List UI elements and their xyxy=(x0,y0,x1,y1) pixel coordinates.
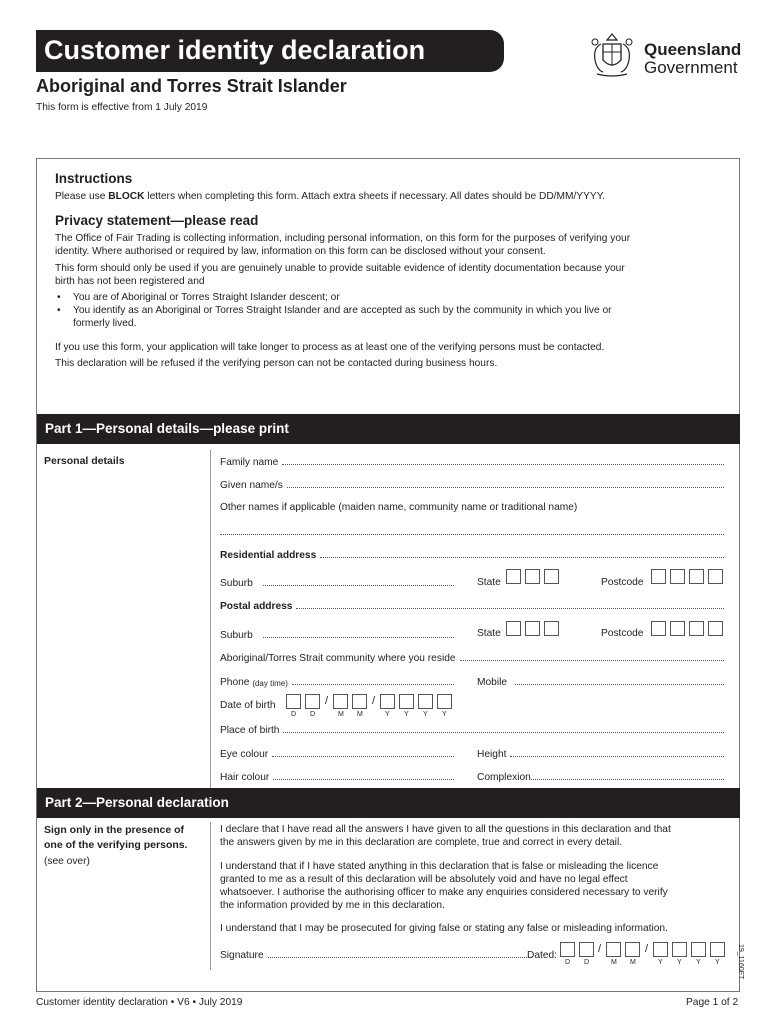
dated-y-label: Y xyxy=(677,959,682,966)
dob-year-box[interactable] xyxy=(399,694,414,709)
dob-month-box[interactable] xyxy=(333,694,348,709)
privacy-heading: Privacy statement—please read xyxy=(55,213,259,228)
dated-m-label: M xyxy=(611,959,617,966)
height-field[interactable]: Height xyxy=(477,746,726,760)
residential-state-box[interactable] xyxy=(506,569,521,584)
dated-month-box[interactable] xyxy=(625,942,640,957)
given-names-field[interactable]: Given name/s xyxy=(220,477,726,491)
dob-m-label: M xyxy=(357,711,363,718)
privacy-para2-line2: birth has not been registered and xyxy=(55,276,205,287)
dob-month-box[interactable] xyxy=(352,694,367,709)
residential-postcode-box[interactable] xyxy=(689,569,704,584)
residential-state-box[interactable] xyxy=(544,569,559,584)
effective-date: This form is effective from 1 July 2019 xyxy=(36,102,208,113)
community-field[interactable]: Aboriginal/Torres Strait community where you reside xyxy=(220,650,726,664)
dob-year-box[interactable] xyxy=(380,694,395,709)
dated-y-label: Y xyxy=(658,959,663,966)
postal-postcode-box[interactable] xyxy=(670,621,685,636)
postal-state-box[interactable] xyxy=(544,621,559,636)
residential-postcode-box[interactable] xyxy=(708,569,723,584)
logo-text-queensland: Queensland xyxy=(644,40,742,59)
privacy-para4: This declaration will be refused if the verifying person can not be contacted during business hours. xyxy=(55,358,498,369)
instructions-heading: Instructions xyxy=(55,171,133,186)
dob-label: Date of birth xyxy=(220,700,276,711)
dob-year-box[interactable] xyxy=(418,694,433,709)
dated-day-box[interactable] xyxy=(560,942,575,957)
postal-postcode-box[interactable] xyxy=(689,621,704,636)
declaration1-line2: the answers given by me in this declaration are complete, true and correct in every detail. xyxy=(220,837,623,848)
postal-postcode-box[interactable] xyxy=(651,621,666,636)
phone-field[interactable]: Phone (day time) xyxy=(220,674,456,688)
other-names-label: Other names if applicable (maiden name, community name or traditional name) xyxy=(220,502,578,513)
personal-details-label: Personal details xyxy=(44,455,125,467)
postal-state-label: State xyxy=(477,628,501,639)
title-bar xyxy=(36,30,504,72)
dated-m-label: M xyxy=(630,959,636,966)
part1-heading: Part 1—Personal details—please print xyxy=(45,421,289,436)
dated-year-box[interactable] xyxy=(672,942,687,957)
privacy-para2-line1: This form should only be used if you are genuinely unable to provide suitable evidence of identity documentation because your xyxy=(55,263,625,274)
dated-separator: / xyxy=(598,943,602,955)
dob-separator: / xyxy=(325,695,329,707)
sign-instruction-line2: one of the verifying persons. xyxy=(44,839,188,851)
declaration2-line1: I understand that if I have stated anything in this declaration that is false or misleading the licence xyxy=(220,861,659,872)
page-subtitle: Aboriginal and Torres Strait Islander xyxy=(36,76,347,96)
declaration3: I understand that I may be prosecuted for giving false or stating any false or misleading information. xyxy=(220,923,668,934)
part2-heading: Part 2—Personal declaration xyxy=(45,795,229,810)
see-over-note: (see over) xyxy=(44,856,90,867)
declaration2-line3: whatsoever. I authorise the authorising officer to make any enquiries considered necessary to verify xyxy=(220,887,668,898)
logo-text-government: Government xyxy=(644,58,738,77)
dob-year-box[interactable] xyxy=(437,694,452,709)
dob-y-label: Y xyxy=(442,711,447,718)
eye-colour-field[interactable]: Eye colour xyxy=(220,746,456,760)
dated-y-label: Y xyxy=(715,959,720,966)
dated-day-box[interactable] xyxy=(579,942,594,957)
dated-year-box[interactable] xyxy=(653,942,668,957)
family-name-field[interactable]: Family name xyxy=(220,454,726,468)
declaration2-line2: granted to me as a result of this declaration will be absolutely void and have no legal effect xyxy=(220,874,628,885)
dated-month-box[interactable] xyxy=(606,942,621,957)
privacy-para3: If you use this form, your application will take longer to process as at least one of the verifying persons must be contacted. xyxy=(55,342,605,353)
privacy-bullet1: You are of Aboriginal or Torres Straight Islander descent; or xyxy=(73,292,340,303)
dob-day-box[interactable] xyxy=(286,694,301,709)
residential-address-field[interactable]: Residential address xyxy=(220,547,726,561)
sign-instruction-line1: Sign only in the presence of xyxy=(44,824,185,836)
dated-year-box[interactable] xyxy=(691,942,706,957)
coat-of-arms-icon xyxy=(587,30,637,80)
postal-state-box[interactable] xyxy=(506,621,521,636)
part1-header-bar xyxy=(37,414,740,444)
declaration2-line4: the information provided by me in this declaration. xyxy=(220,900,445,911)
dob-d-label: D xyxy=(291,711,297,718)
signature-field[interactable]: Signature Dated: xyxy=(220,950,557,961)
privacy-para1-line2: identity. Where authorised or required by law, information on this form can be disclosed without your consent. xyxy=(55,246,546,257)
dob-separator: / xyxy=(372,695,376,707)
bullet-icon: • xyxy=(57,305,61,316)
footer-left: Customer identity declaration • V6 • July 2019 xyxy=(36,997,243,1008)
dob-d-label: D xyxy=(310,711,316,718)
residential-state-label: State xyxy=(477,577,501,588)
residential-state-box[interactable] xyxy=(525,569,540,584)
residential-postcode-label: Postcode xyxy=(601,577,644,588)
dated-y-label: Y xyxy=(696,959,701,966)
page-title: Customer identity declaration xyxy=(44,35,426,65)
postal-address-field[interactable]: Postal address xyxy=(220,598,726,612)
postal-postcode-box[interactable] xyxy=(708,621,723,636)
page-number: Page 1 of 2 xyxy=(686,997,739,1008)
dob-day-box[interactable] xyxy=(305,694,320,709)
postal-suburb-field[interactable]: Suburb xyxy=(220,627,456,641)
hair-colour-field[interactable]: Hair colour xyxy=(220,769,456,783)
column-divider xyxy=(210,450,211,788)
dob-y-label: Y xyxy=(423,711,428,718)
declaration1-line1: I declare that I have read all the answers I have given to all the questions in this declaration and that xyxy=(220,824,671,835)
instructions-text: Please use BLOCK letters when completing this form. Attach extra sheets if necessary. All dates should be DD/MM/YYYY. xyxy=(55,191,606,202)
queensland-government-logo xyxy=(587,30,747,80)
dob-y-label: Y xyxy=(404,711,409,718)
place-of-birth-field[interactable]: Place of birth xyxy=(220,722,726,736)
dob-y-label: Y xyxy=(385,711,390,718)
bullet-icon: • xyxy=(57,292,61,303)
residential-postcode-box[interactable] xyxy=(670,569,685,584)
form-code: 19_1160FT xyxy=(737,944,744,980)
column-divider xyxy=(210,822,211,970)
residential-postcode-box[interactable] xyxy=(651,569,666,584)
mobile-field[interactable]: Mobile xyxy=(477,674,726,688)
privacy-para1-line1: The Office of Fair Trading is collecting information, including personal information, on this form for the purposes of verifying your xyxy=(55,233,631,244)
dob-m-label: M xyxy=(338,711,344,718)
residential-suburb-field[interactable]: Suburb xyxy=(220,575,456,589)
dated-year-box[interactable] xyxy=(710,942,725,957)
dated-d-label: D xyxy=(565,959,571,966)
privacy-bullet2-line1: You identify as an Aboriginal or Torres Straight Islander and are accepted as such by the community in which you live or xyxy=(73,305,612,316)
postal-postcode-label: Postcode xyxy=(601,628,644,639)
dated-separator: / xyxy=(645,943,649,955)
part2-header-bar xyxy=(37,788,740,818)
postal-state-box[interactable] xyxy=(525,621,540,636)
other-names-field[interactable] xyxy=(220,524,726,538)
privacy-bullet2-line2: formerly lived. xyxy=(73,318,137,329)
complexion-field[interactable]: Complexion xyxy=(477,769,726,783)
dated-d-label: D xyxy=(584,959,590,966)
